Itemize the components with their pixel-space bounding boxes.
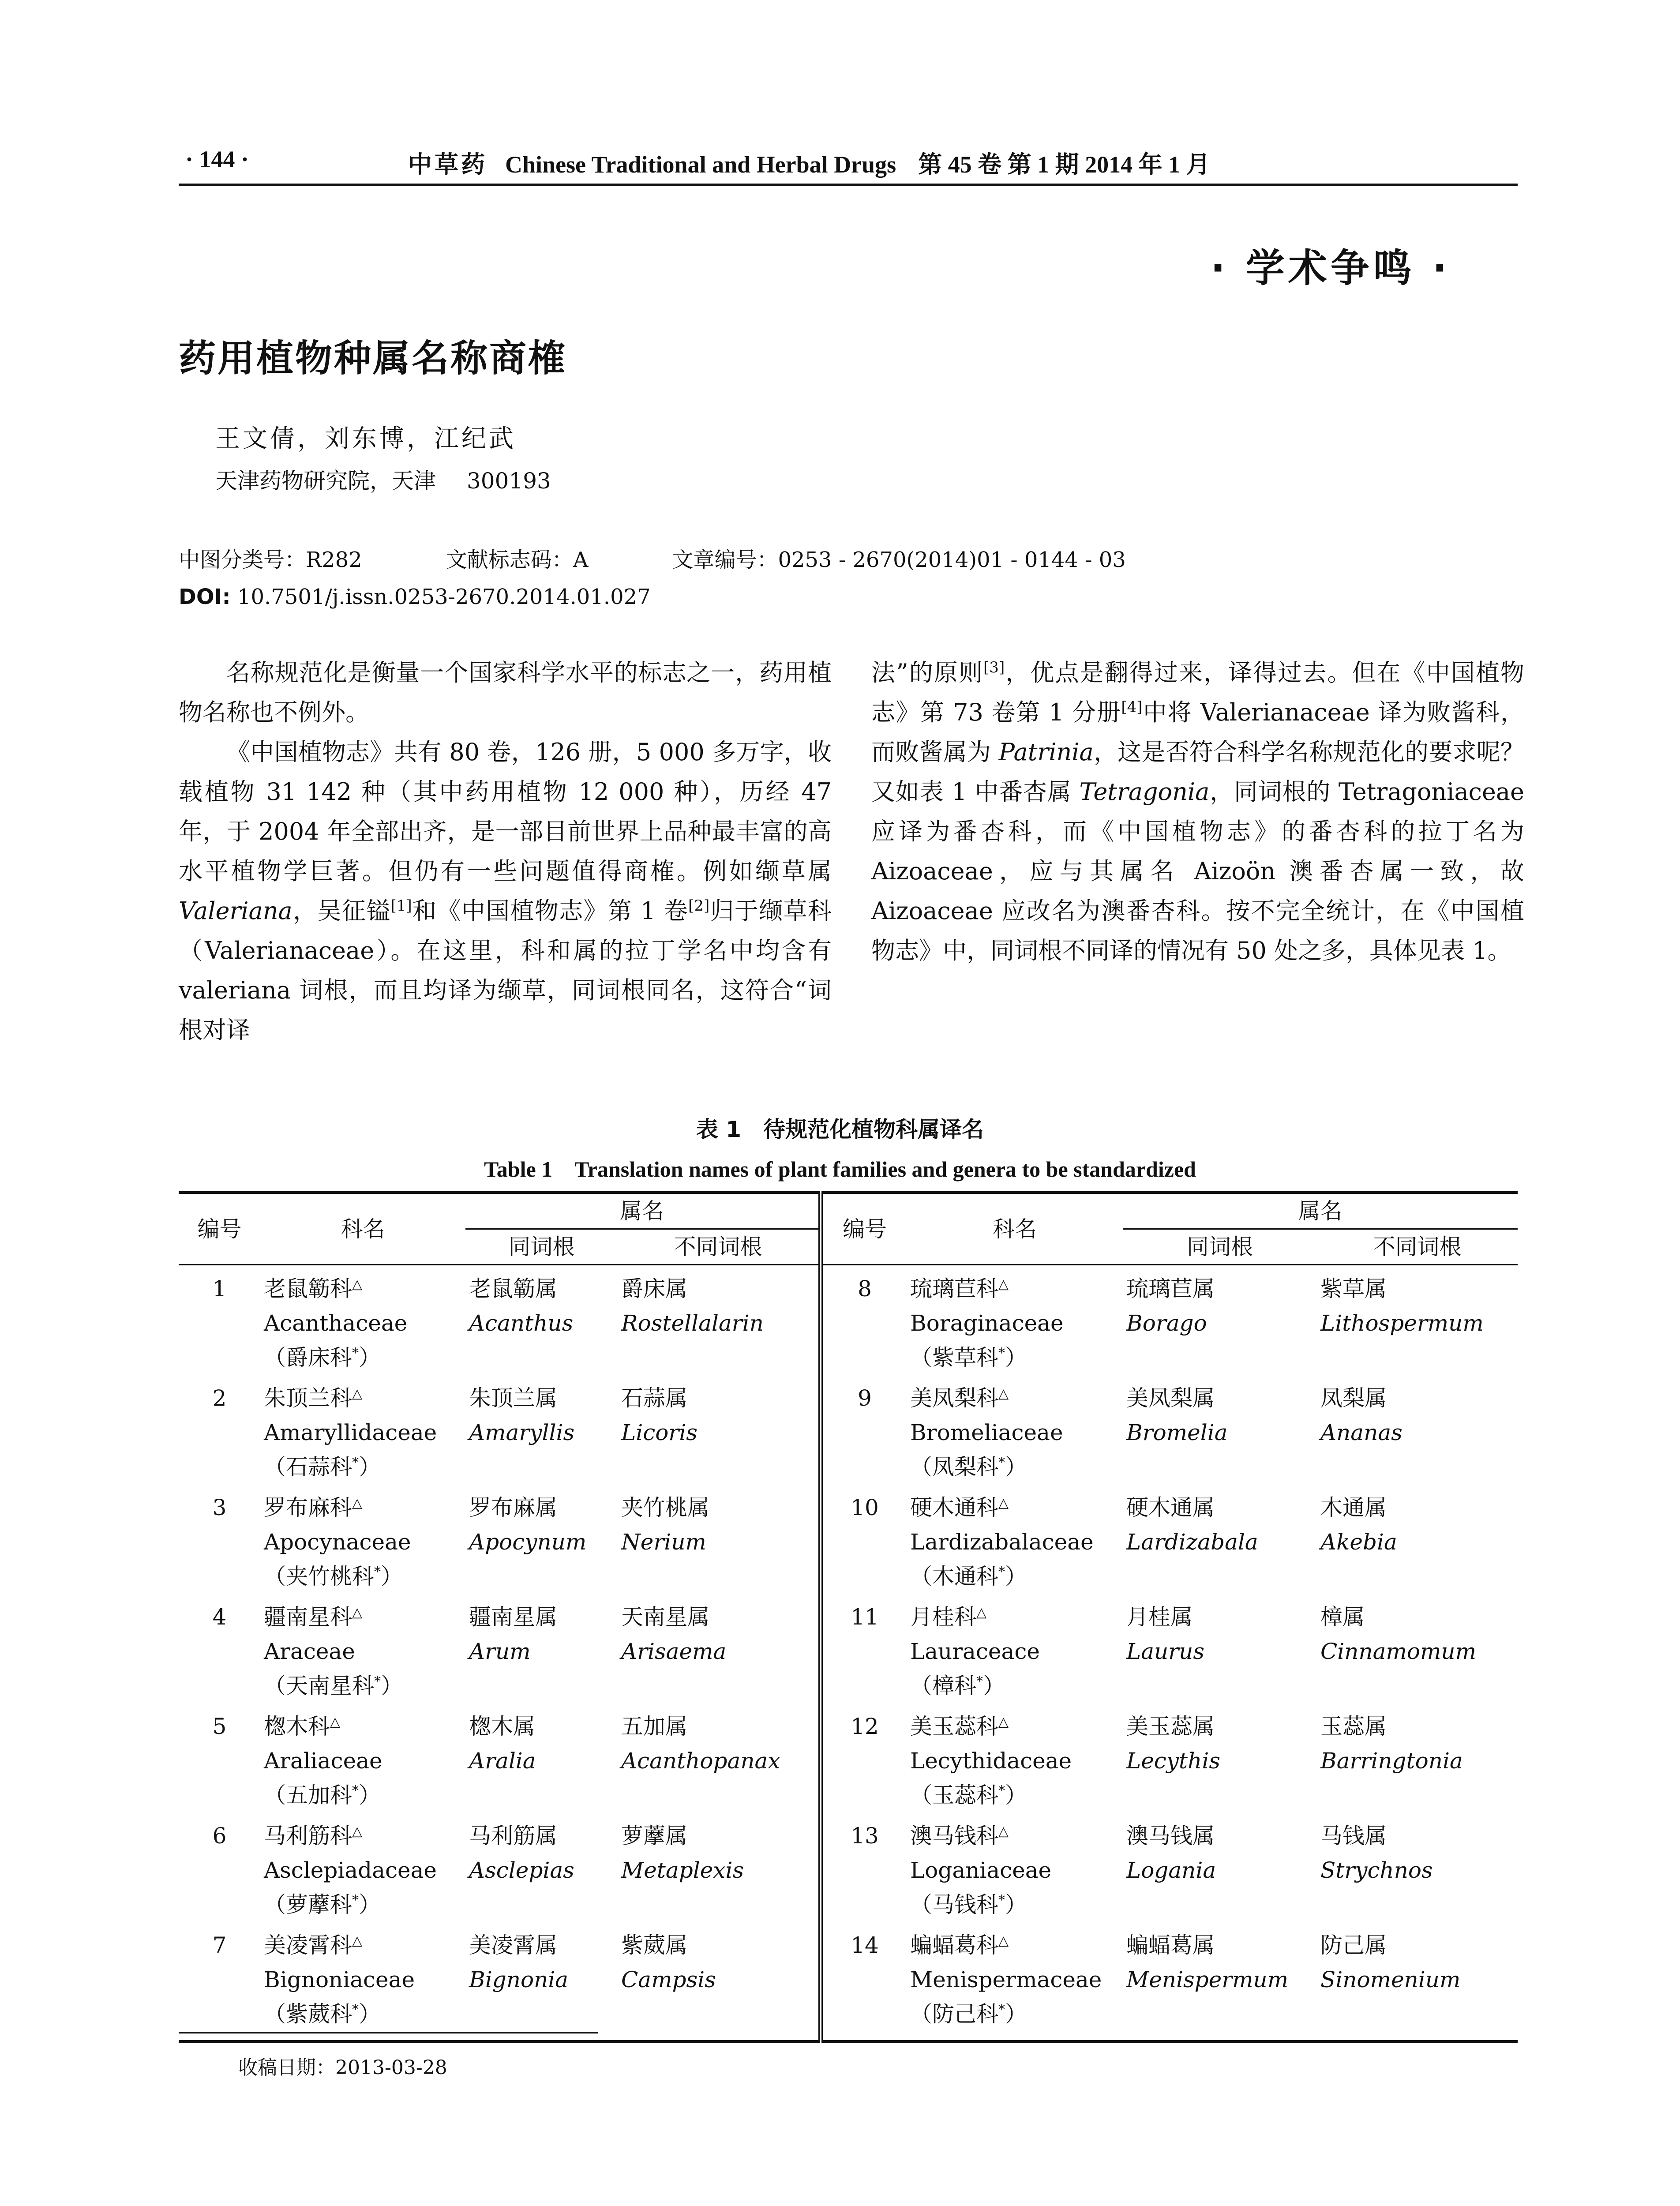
triangle-mark: △ [998, 1933, 1009, 1949]
asterisk-mark: * [998, 1564, 1005, 1580]
family-cn-line [910, 1600, 1123, 1634]
family-alt: （凤梨科 [910, 1454, 998, 1480]
family-cn-line [264, 1819, 465, 1853]
row-number: 5 [212, 1714, 227, 1739]
doi-label: DOI: [179, 585, 231, 609]
header-same-root: 同词根 [508, 1234, 575, 1260]
header-genus: 属名 [465, 1193, 821, 1229]
citation-ref[interactable]: [2] [688, 897, 710, 915]
body-column-left [179, 653, 832, 1050]
genus-same-cell [1123, 1812, 1317, 1922]
header-no: 编号 [197, 1216, 242, 1242]
genus-cn: 罗布麻属 [469, 1495, 557, 1520]
postcode: 300193 [467, 468, 551, 494]
genus-same-cell [1123, 1265, 1317, 1375]
asterisk-mark: * [352, 2002, 359, 2018]
family-cn: 马利筋科 [264, 1823, 352, 1849]
genus-name: Tetragonia [1079, 778, 1210, 806]
row-number: 7 [212, 1932, 227, 1958]
asterisk-mark: * [998, 1345, 1005, 1361]
asterisk-mark: * [998, 1783, 1005, 1799]
genus-same-cell [465, 1812, 618, 1922]
genus-cn: 紫草属 [1320, 1276, 1387, 1302]
family-cn-line [910, 1819, 1123, 1853]
asterisk-mark: * [352, 1345, 359, 1361]
genus-latin: Bignonia [469, 1967, 569, 1992]
genus-latin: Menispermum [1126, 1967, 1289, 1992]
citation-ref[interactable]: [4] [1121, 698, 1143, 716]
paren-close: ） [381, 1673, 403, 1699]
header-family: 科名 [993, 1216, 1037, 1242]
table-body [179, 1265, 1518, 2042]
genus-latin: Sinomenium [1320, 1967, 1461, 1992]
genus-cn: 爵床属 [621, 1276, 687, 1302]
paren-close: ） [1005, 1892, 1027, 1917]
genus-cn: 月桂属 [1126, 1604, 1192, 1630]
family-alt-line [264, 1450, 465, 1484]
genus-diff-cell [1317, 1375, 1518, 1484]
triangle-mark: △ [998, 1386, 1009, 1402]
family-latin: Acanthaceae [264, 1310, 408, 1336]
family-latin: Araliaceae [264, 1748, 382, 1774]
triangle-mark: △ [330, 1714, 341, 1730]
header-same-root: 同词根 [1187, 1234, 1253, 1260]
paren-close: ） [983, 1673, 1005, 1699]
triangle-mark: △ [352, 1933, 363, 1949]
family-alt-line [910, 1778, 1123, 1812]
family-latin: Bromeliaceae [910, 1420, 1063, 1445]
genus-cn: 楤木属 [469, 1714, 535, 1739]
table-caption-cn: 表 1 待规范化植物科属译名 [696, 1117, 984, 1142]
family-alt-line [264, 1997, 465, 2031]
family-alt: （樟科 [910, 1673, 976, 1699]
family-cn: 罗布麻科 [264, 1495, 352, 1520]
family-latin: Boraginaceae [910, 1310, 1064, 1336]
family-alt-line [910, 1450, 1123, 1484]
genus-diff-cell [1317, 1484, 1518, 1594]
genus-latin: Campsis [621, 1967, 716, 1992]
genus-cn: 夹竹桃属 [621, 1495, 709, 1520]
asterisk-mark: * [352, 1455, 359, 1471]
triangle-mark: △ [352, 1495, 363, 1511]
family-alt: （木通科 [910, 1564, 998, 1589]
genus-diff-cell [618, 1922, 821, 2041]
genus-latin: Acanthopanax [621, 1748, 780, 1774]
journal-title-cn: 中草药 [408, 151, 488, 178]
family-cell [260, 1594, 465, 1703]
genus-cn: 老鼠簕属 [469, 1276, 557, 1302]
family-cell [260, 1922, 465, 2041]
genus-latin: Borago [1126, 1310, 1207, 1336]
family-cn: 琉璃苣科 [910, 1276, 998, 1302]
family-alt-line [264, 1559, 465, 1594]
genus-latin: Logania [1126, 1857, 1216, 1883]
row-number: 3 [212, 1495, 227, 1520]
paren-close: ） [1005, 1782, 1027, 1808]
document-code: 文献标志码：A [446, 548, 589, 572]
paren-close: ） [359, 2001, 381, 2027]
family-latin: Loganiaceae [910, 1857, 1052, 1883]
paren-close: ） [359, 1892, 381, 1917]
row-number: 11 [821, 1594, 907, 1703]
triangle-mark: △ [352, 1386, 363, 1402]
genus-same-cell [465, 1594, 618, 1703]
paren-close: ） [1005, 2001, 1027, 2027]
genus-latin: Ananas [1320, 1420, 1402, 1445]
table-row [179, 1594, 1518, 1703]
family-cn: 美玉蕊科 [910, 1714, 998, 1739]
authors: 王文倩，刘东博，江纪武 [215, 424, 516, 453]
table-row [179, 1375, 1518, 1484]
family-cn-line [264, 1709, 465, 1744]
genus-same-cell [465, 1484, 618, 1594]
genus-cn: 美玉蕊属 [1126, 1714, 1215, 1739]
text-run: 中将 Valerianaceae 译为败酱科，而败酱属为 [871, 698, 1524, 766]
genus-latin: Amaryllis [469, 1420, 575, 1445]
family-cn: 楤木科 [264, 1714, 330, 1739]
asterisk-mark: * [374, 1673, 381, 1689]
asterisk-mark: * [374, 1564, 381, 1580]
affiliation [215, 463, 551, 495]
family-alt: （紫草科 [910, 1345, 998, 1370]
row-number: 9 [821, 1375, 907, 1484]
article-meta [179, 543, 1210, 573]
genus-diff-cell [1317, 1812, 1518, 1922]
header-diff-root: 不同词根 [674, 1234, 762, 1260]
genus-latin: Nerium [621, 1529, 706, 1555]
family-cn-line [910, 1381, 1123, 1415]
genus-latin: Acanthus [469, 1310, 574, 1336]
family-cn-line [264, 1600, 465, 1634]
genus-same-cell [465, 1265, 618, 1375]
asterisk-mark: * [352, 1783, 359, 1799]
page-number: · 144 · [185, 146, 249, 173]
paren-close: ） [359, 1782, 381, 1808]
row-number: 4 [212, 1604, 227, 1630]
genus-diff-cell [618, 1484, 821, 1594]
genus-cn: 美凌霄属 [469, 1932, 557, 1958]
family-genus-table [179, 1191, 1518, 2043]
family-latin: Menispermaceae [910, 1967, 1102, 1992]
family-alt: （马钱科 [910, 1892, 998, 1917]
header-family: 科名 [341, 1216, 385, 1242]
asterisk-mark: * [998, 1455, 1005, 1471]
genus-diff-cell [1317, 1265, 1518, 1375]
family-cn: 美凌霄科 [264, 1932, 352, 1958]
paren-close: ） [1005, 1564, 1027, 1589]
genus-same-cell [465, 1703, 618, 1812]
triangle-mark: △ [998, 1495, 1009, 1511]
header-diff-root: 不同词根 [1373, 1234, 1462, 1260]
genus-same-cell [1123, 1922, 1317, 2041]
family-cn-line [910, 1928, 1123, 1962]
genus-same-cell [1123, 1594, 1317, 1703]
triangle-mark: △ [352, 1276, 363, 1292]
family-alt: （玉蕊科 [910, 1782, 998, 1808]
text-run: ，同词根的 Tetragoniaceae 应译为番杏科，而《中国植物志》的番杏科的拉丁名为 Aizoaceae，应与其属名 Aizoön 澳番杏属一致，故 Aizoaceae 应改名为澳番杏科。按不完全统计，在《中国植物志》中，同词根不同译的情况有 50 处之多，具体见表 1。 [871, 778, 1524, 964]
running-header [179, 139, 1518, 186]
doi-value: 10.7501/j.issn.0253-2670.2014.01.027 [237, 585, 651, 609]
family-cell [907, 1922, 1123, 2041]
table-header [179, 1193, 1518, 1265]
genus-same-cell [1123, 1484, 1317, 1594]
genus-latin: Lithospermum [1320, 1310, 1484, 1336]
issue-info: 第 45 卷 第 1 期 2014 年 1 月 [918, 151, 1210, 178]
family-cn-line [264, 1490, 465, 1525]
genus-cn: 马钱属 [1320, 1823, 1387, 1849]
table-row [179, 1703, 1518, 1812]
triangle-mark: △ [352, 1605, 363, 1621]
genus-name: Patrinia [998, 738, 1094, 766]
family-cn: 蝙蝠葛科 [910, 1932, 998, 1958]
genus-latin: Barringtonia [1320, 1748, 1463, 1774]
family-cn: 月桂科 [910, 1604, 976, 1630]
triangle-mark: △ [352, 1823, 363, 1839]
family-cn-line [910, 1490, 1123, 1525]
family-cn: 老鼠簕科 [264, 1276, 352, 1302]
family-cn-line [264, 1381, 465, 1415]
genus-latin: Strychnos [1320, 1857, 1433, 1883]
triangle-mark: △ [998, 1714, 1009, 1730]
genus-same-cell [1123, 1703, 1317, 1812]
family-latin: Lardizabalaceae [910, 1529, 1094, 1555]
table-row [179, 1265, 1518, 1375]
genus-diff-cell [1317, 1703, 1518, 1812]
family-latin: Asclepiadaceae [264, 1857, 437, 1883]
family-cell [907, 1812, 1123, 1922]
row-number: 8 [821, 1265, 907, 1375]
paragraph-2-continued [871, 653, 1524, 971]
received-date: 收稿日期：2013-03-28 [238, 2056, 447, 2079]
family-latin: Araceae [264, 1639, 355, 1664]
family-alt: （石蒜科 [264, 1454, 352, 1480]
asterisk-mark: * [998, 2002, 1005, 2018]
genus-latin: Akebia [1320, 1529, 1397, 1555]
row-number: 6 [212, 1823, 227, 1849]
family-cell [907, 1375, 1123, 1484]
citation-ref[interactable]: [3] [983, 659, 1005, 676]
table-row [179, 1812, 1518, 1922]
text-run: 《中国植物志》共有 80 卷，126 册，5 000 多万字，收载植物 31 142 种（其中药用植物 12 000 种），历经 47 年，于 2004 年全部出齐，是一部目前世界上品种最丰富的高水平植物学巨著。但仍有一些问题值得商榷。例如缬草属 [179, 738, 832, 885]
genus-same-cell [1123, 1375, 1317, 1484]
genus-cn: 木通属 [1320, 1495, 1387, 1520]
genus-cn: 凤梨属 [1320, 1385, 1387, 1411]
genus-latin: Arisaema [621, 1639, 727, 1664]
family-cn: 朱顶兰科 [264, 1385, 352, 1411]
genus-cn: 硬木通属 [1126, 1495, 1215, 1520]
row-number: 10 [821, 1484, 907, 1594]
text-run: 和《中国植物志》第 1 卷 [412, 897, 689, 925]
family-cn: 疆南星科 [264, 1604, 352, 1630]
genus-latin: Aralia [469, 1748, 536, 1774]
family-alt: （五加科 [264, 1782, 352, 1808]
asterisk-mark: * [976, 1673, 983, 1689]
genus-latin: Apocynum [469, 1529, 587, 1555]
row-number: 1 [212, 1276, 227, 1302]
paren-close: ） [359, 1345, 381, 1370]
genus-cn: 美凤梨属 [1126, 1385, 1215, 1411]
genus-latin: Licoris [621, 1420, 698, 1445]
genus-latin: Laurus [1126, 1639, 1204, 1664]
family-cn: 美凤梨科 [910, 1385, 998, 1411]
family-cell [260, 1265, 465, 1375]
genus-cn: 玉蕊属 [1320, 1714, 1387, 1739]
genus-cn: 樟属 [1320, 1604, 1365, 1630]
paren-close: ） [1005, 1345, 1027, 1370]
genus-latin: Bromelia [1126, 1420, 1228, 1445]
family-alt: （防己科 [910, 2001, 998, 2027]
journal-title [408, 146, 1210, 180]
paren-close: ） [1005, 1454, 1027, 1480]
affiliation-name: 天津药物研究院，天津 [215, 468, 436, 494]
row-number: 2 [212, 1385, 227, 1411]
genus-cn: 琉璃苣属 [1126, 1276, 1215, 1302]
genus-cn: 朱顶兰属 [469, 1385, 557, 1411]
article-id: 文章编号：0253 - 2670(2014)01 - 0144 - 03 [672, 548, 1126, 572]
genus-diff-cell [618, 1703, 821, 1812]
family-cn-line [264, 1928, 465, 1962]
family-alt: （紫葳科 [264, 2001, 352, 2027]
row-number: 13 [821, 1812, 907, 1922]
paren-close: ） [359, 1454, 381, 1480]
text-run: 归于缬草科（Valerianaceae）。在这里，科和属的拉丁学名中均含有 valeriana 词根，而且均译为缬草，同词根同名，这符合“词根对译 [179, 897, 832, 1044]
journal-title-en: Chinese Traditional and Herbal Drugs [505, 151, 896, 178]
text-run: ，这是否符合科学名称规范化的要求呢？又如表 1 中番杏属 [871, 738, 1524, 806]
article-title: 药用植物种属名称商榷 [179, 337, 567, 380]
family-alt: （萝藦科 [264, 1892, 352, 1917]
family-alt-line [910, 1997, 1123, 2031]
family-cn-line [910, 1709, 1123, 1744]
family-alt-line [910, 1559, 1123, 1594]
genus-cn: 紫葳属 [621, 1932, 687, 1958]
genus-diff-cell [618, 1812, 821, 1922]
body-column-right [871, 653, 1524, 971]
family-cell [907, 1703, 1123, 1812]
family-cn-line [910, 1272, 1123, 1306]
genus-cn: 蝙蝠葛属 [1126, 1932, 1215, 1958]
footnote-rule [179, 2032, 598, 2033]
family-alt-line [910, 1669, 1123, 1703]
genus-cn: 五加属 [621, 1714, 687, 1739]
section-label: · 学术争鸣 · [1210, 245, 1451, 291]
family-alt-line [264, 1887, 465, 1922]
genus-latin: Asclepias [469, 1857, 574, 1883]
header-genus: 属名 [1123, 1193, 1518, 1229]
triangle-mark: △ [976, 1605, 987, 1621]
triangle-mark: △ [998, 1823, 1009, 1839]
family-cell [260, 1812, 465, 1922]
text-run: ，优点是翻得过来，译得过去。但在《中国植物志》第 73 卷第 1 分册 [871, 659, 1525, 726]
family-latin: Lauraceace [910, 1639, 1040, 1664]
paragraph-2 [179, 732, 832, 1050]
family-alt-line [264, 1669, 465, 1703]
clc-number: 中图分类号：R282 [179, 548, 362, 572]
genus-cn: 天南星属 [621, 1604, 709, 1630]
text-run: 法”的原则 [871, 659, 984, 687]
genus-same-cell [465, 1922, 618, 2041]
family-latin: Lecythidaceae [910, 1748, 1072, 1774]
genus-latin: Lecythis [1126, 1748, 1220, 1774]
genus-diff-cell [618, 1265, 821, 1375]
header-no: 编号 [821, 1193, 907, 1265]
family-cn-line [264, 1272, 465, 1306]
family-alt: （夹竹桃科 [264, 1564, 374, 1589]
genus-cn: 疆南星属 [469, 1604, 557, 1630]
family-alt-line [910, 1340, 1123, 1375]
family-alt: （爵床科 [264, 1345, 352, 1370]
genus-cn: 防己属 [1320, 1932, 1387, 1958]
table-row [179, 1484, 1518, 1594]
genus-diff-cell [1317, 1594, 1518, 1703]
genus-cn: 马利筋属 [469, 1823, 557, 1849]
family-cn: 澳马钱科 [910, 1823, 998, 1849]
triangle-mark: △ [998, 1276, 1009, 1292]
asterisk-mark: * [352, 1892, 359, 1908]
family-cell [260, 1484, 465, 1594]
asterisk-mark: * [998, 1892, 1005, 1908]
family-cn: 硬木通科 [910, 1495, 998, 1520]
row-number: 14 [821, 1922, 907, 2041]
family-alt: （天南星科 [264, 1673, 374, 1699]
genus-cn: 澳马钱属 [1126, 1823, 1215, 1849]
table-row [179, 1922, 1518, 2041]
doi-line [179, 585, 651, 609]
genus-latin: Rostellalarin [621, 1310, 764, 1336]
family-cell [260, 1703, 465, 1812]
family-cell [907, 1594, 1123, 1703]
family-alt-line [910, 1887, 1123, 1922]
family-cell [907, 1265, 1123, 1375]
family-latin: Apocynaceae [264, 1529, 411, 1555]
genus-name: Valeriana [179, 897, 292, 925]
genus-diff-cell [618, 1375, 821, 1484]
family-alt-line [264, 1340, 465, 1375]
genus-diff-cell [618, 1594, 821, 1703]
citation-ref[interactable]: [1] [390, 897, 412, 915]
genus-latin: Lardizabala [1126, 1529, 1258, 1555]
table-caption-en: Table 1 Translation names of plant families and genera to be standardized [484, 1157, 1196, 1182]
row-number: 12 [821, 1703, 907, 1812]
family-cell [907, 1484, 1123, 1594]
family-alt-line [264, 1778, 465, 1812]
genus-same-cell [465, 1375, 618, 1484]
genus-latin: Cinnamomum [1320, 1639, 1477, 1664]
genus-latin: Metaplexis [621, 1857, 744, 1883]
genus-cn: 萝藦属 [621, 1823, 687, 1849]
family-latin: Bignoniaceae [264, 1967, 415, 1992]
genus-cn: 石蒜属 [621, 1385, 687, 1411]
family-latin: Amaryllidaceae [264, 1420, 437, 1445]
genus-latin: Arum [469, 1639, 531, 1664]
paren-close: ） [381, 1564, 403, 1589]
genus-diff-cell [1317, 1922, 1518, 2041]
paragraph-1: 名称规范化是衡量一个国家科学水平的标志之一，药用植物名称也不例外。 [179, 659, 832, 726]
text-run: ，吴征镒 [292, 897, 391, 925]
family-cell [260, 1375, 465, 1484]
